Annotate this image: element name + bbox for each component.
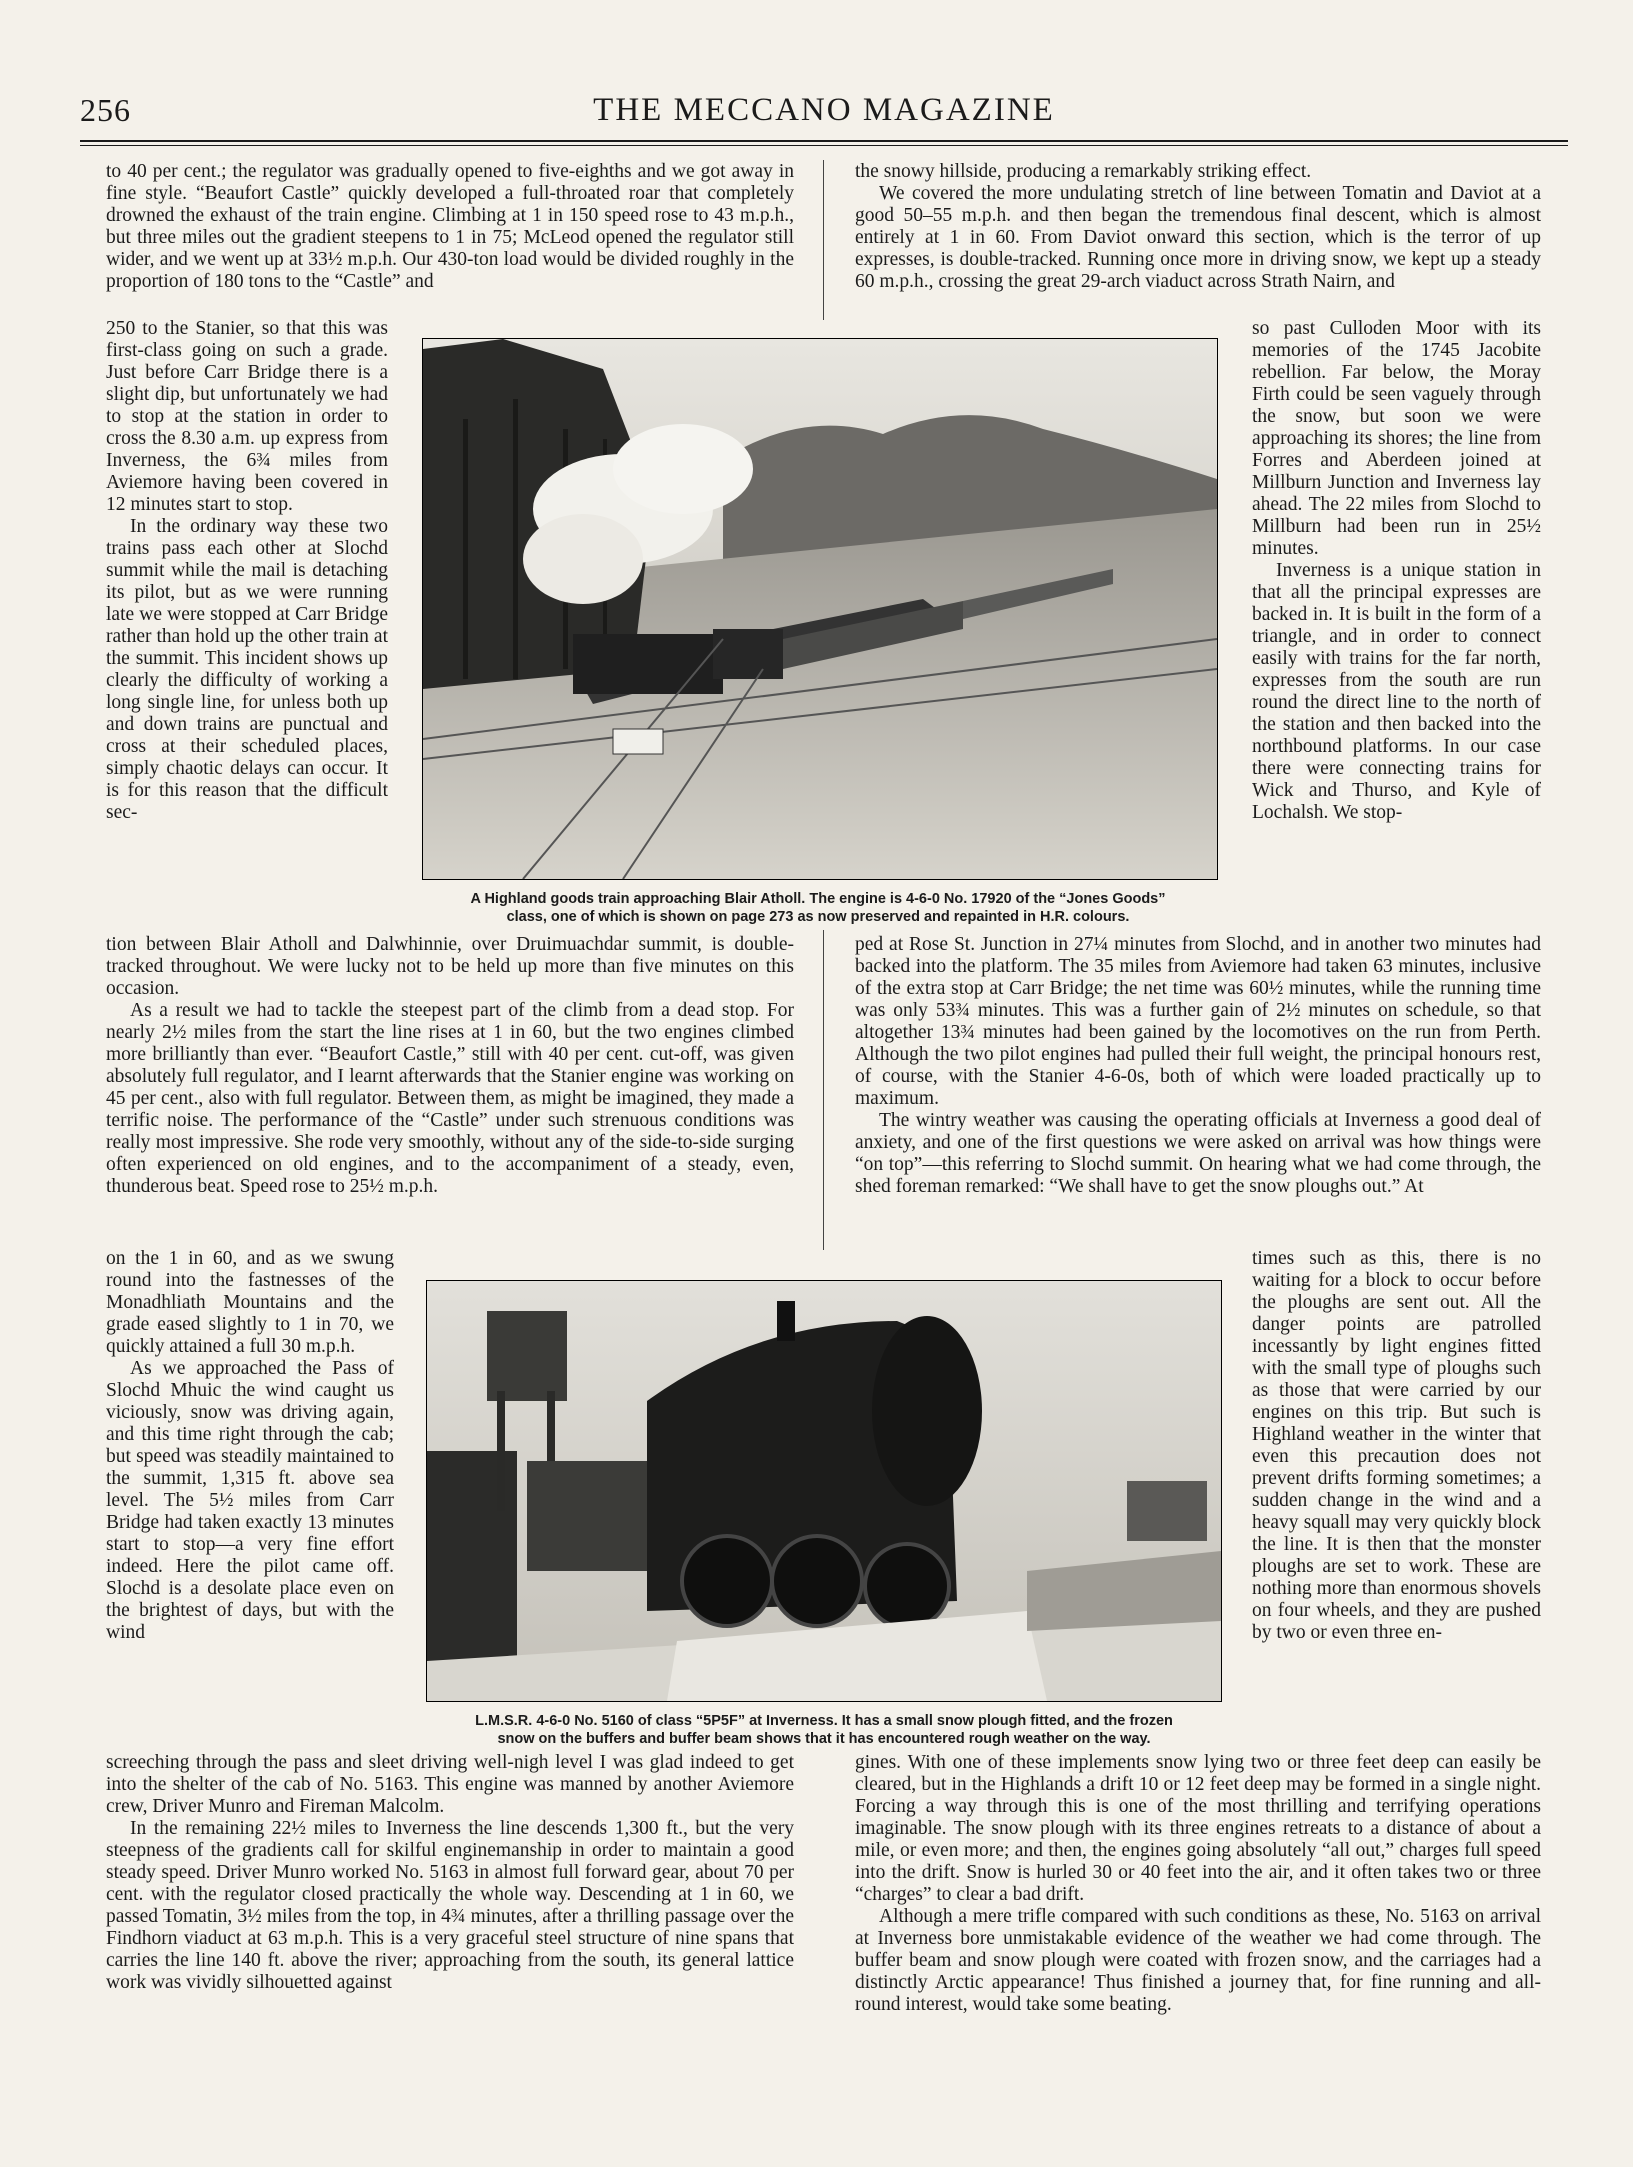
left-narrow-text-1	[106, 318, 388, 943]
right-bottom-text	[855, 1752, 1541, 2062]
magazine-title: THE MECCANO MAGAZINE	[593, 92, 1055, 128]
goods-train-caption: A Highland goods train approaching Blair Atholl. The engine is 4-6-0 No. 17920 of the “Jones Goods” class, one of which is shown on page 273 as now preserved and repainted in H.R. colours.	[470, 891, 1166, 925]
paragraph: In the ordinary way these two trains pass each other at Slochd summit while the mail is detaching its pilot, but as we were running late we were stopped at Carr Bridge rather than hold up the other train at the summit. This incident shows up clearly the difficulty of working a long single line, for unless both up and down trains are punctual and cross at their scheduled places, simply chaotic delays can occur. It is for this reason that the difficult sec-	[106, 516, 388, 823]
left-bottom-text	[106, 1752, 794, 2062]
lms-engine-photo	[426, 1280, 1222, 1702]
paragraph: As a result we had to tackle the steepest part of the climb from a dead stop. For nearly 2½ miles from the start the line rises at 1 in 60, but the two engines climbed more brilliantly than ever. “Beaufort Castle,” still with 40 per cent. cut-off, was given absolutely full regulator, and I learnt afterwards that the Stanier engine was working on 45 per cent., also with full regulator. Between them, as might be imagined, they made a terrific noise. The performance of the “Castle” under such strenuous conditions was really most impressive. She rode very smoothly, without any of the side-to-side surging often experienced on old engines, and to the accompaniment of a steady, even, thunderous beat. Speed rose to 25½ m.p.h.	[106, 1000, 794, 1197]
paragraph: In the remaining 22½ miles to Inverness the line descends 1,300 ft., but the very steepness of the gradients call for skilful enginemanship in order to maintain a good steady speed. Driver Munro worked No. 5163 in almost full forward gear, about 70 per cent. with the regulator closed practically the whole way. Descending at 1 in 60, we passed Tomatin, 3½ miles from the top, in 4¾ minutes, after a thrilling passage over the Findhorn viaduct at 63 m.p.h. This is a very graceful steel structure of nine spans that carries the line 140 ft. above the river; approaching from the south, its general lattice work was vividly silhouetted against	[106, 1818, 794, 1993]
right-narrow-text-1	[1252, 318, 1541, 943]
left-top-text	[106, 161, 794, 319]
paragraph: 250 to the Stanier, so that this was first-class going on such a grade. Just before Carr Bridge there is a slight dip, but unfortunately we had to stop at the station in order to cross the 8.30 a.m. up express from Inverness, the 6¾ miles from Aviemore having been covered in 12 minutes start to stop.	[106, 318, 388, 515]
goods-train-photo	[422, 338, 1218, 880]
left-mid-text	[106, 934, 794, 1249]
right-mid-text	[855, 934, 1541, 1249]
paragraph: on the 1 in 60, and as we swung round into the fastnesses of the Monadhliath Mountains and the grade eased slightly to 1 in 70, we quickly attained a full 30 m.p.h.	[106, 1248, 394, 1357]
paragraph: so past Culloden Moor with its memories of the 1745 Jacobite rebellion. Far below, the Moray Firth could be seen vaguely through the snow, but soon we were approaching its shores; the line from Forres and Aberdeen joined at Millburn Junction and Inverness lay ahead. The 22 miles from Slochd to Millburn had been run in 25½ minutes.	[1252, 318, 1541, 559]
paragraph: ped at Rose St. Junction in 27¼ minutes from Slochd, and in another two minutes had backed into the platform. The 35 miles from Aviemore had taken 63 minutes, inclusive of the extra stop at Carr Bridge; the net time was 60½ minutes, while the running time was only 53¾ minutes. This was a further gain of 2½ minutes on schedule, so that altogether 13¾ minutes had been gained by the locomotives on the run from Perth. Although the two pilot engines had pulled their full weight, the principal honours rest, of course, with the Stanier 4-6-0s, both of which were loaded practically up to maximum.	[855, 934, 1541, 1109]
paragraph: tion between Blair Atholl and Dalwhinnie, over Druimuachdar summit, is double-tracked throughout. We were lucky not to be held up more than five minutes on this occasion.	[106, 934, 794, 999]
page-header	[80, 92, 1568, 142]
left-narrow-text-2	[106, 1248, 394, 1753]
paragraph: We covered the more undulating stretch of line between Tomatin and Daviot at a good 50–55 m.p.h. and then began the tremendous final descent, which is almost entirely at 1 in 60. From Daviot onward this section, which is the terror of up expresses, is double-tracked. Running once more in driving snow, we kept up a steady 60 m.p.h., crossing the great 29-arch viaduct across Strath Nairn, and	[855, 183, 1541, 292]
page-number: 256	[80, 92, 131, 128]
paragraph: Inverness is a unique station in that all the principal expresses are backed in. It is built in the form of a triangle, and in order to connect easily with trains for the far north, expresses from the south are run round the direct line to the north of the station and then backed into the northbound platforms. In our case there were connecting trains for Wick and Thurso, and Kyle of Lochalsh. We stop-	[1252, 560, 1541, 823]
paragraph: times such as this, there is no waiting for a block to occur before the ploughs are sent out. All the danger points are patrolled incessantly by light engines fitted with the small type of ploughs such as those that were carried by our engines on this trip. But such is Highland weather in the winter that even this precaution does not prevent drifts forming sometimes; a sudden change in the wind and a heavy squall may very quickly block the line. It is then that the monster ploughs are set to work. These are nothing more than enormous shovels on four wheels, and they are pushed by two or even three en-	[1252, 1248, 1541, 1643]
right-narrow-text-2	[1252, 1248, 1541, 1753]
paragraph: screeching through the pass and sleet driving well-nigh level I was glad indeed to get into the shelter of the cab of No. 5163. This engine was manned by another Aviemore crew, Driver Munro and Fireman Malcolm.	[106, 1752, 794, 1817]
paragraph: As we approached the Pass of Slochd Mhuic the wind caught us viciously, snow was driving again, and this time right through the cab; but speed was steadily maintained to the summit, 1,315 ft. above sea level. The 5½ miles from Carr Bridge had taken exactly 13 minutes start to stop—a very fine effort indeed. Here the pilot came off. Slochd is a desolate place even on the brightest of days, but with the wind	[106, 1358, 394, 1643]
paragraph: to 40 per cent.; the regulator was gradually opened to five-eighths and we got away in fine style. “Beaufort Castle” quickly developed a full-throated roar that completely drowned the exhaust of the train engine. Climbing at 1 in 150 speed rose to 43 m.p.h., but three miles out the gradient steepens to 1 in 75; McLeod opened the regulator still wider, and we went up at 33½ m.p.h. Our 430-ton load would be divided roughly in the proportion of 180 tons to the “Castle” and	[106, 161, 794, 292]
header-rule-thin	[80, 145, 1568, 146]
header-rule	[80, 140, 1568, 142]
paragraph: Although a mere trifle compared with such conditions as these, No. 5163 on arrival at Inverness bore unmistakable evidence of the weather we had come through. The buffer beam and snow plough were coated with frozen snow, and the carriages had a distinctly Arctic appearance! Thus finished a journey that, for fine running and all-round interest, would take some beating.	[855, 1906, 1541, 2015]
paragraph: gines. With one of these implements snow lying two or three feet deep can easily be cleared, but in the Highlands a drift 10 or 12 feet deep may be formed in a single night. Forcing a way through this is one of the most thrilling and terrifying operations imaginable. The snow plough with its three engines retreats to a distance of about a mile, or even more; and then, the engines going absolutely “all out,” charges full speed into the drift. Snow is hurled 30 or 40 feet into the air, and it often takes two or three “charges” to clear a bad drift.	[855, 1752, 1541, 1905]
right-top-text	[855, 161, 1541, 319]
column-divider	[823, 160, 824, 320]
column-divider	[823, 930, 824, 1250]
paragraph: The wintry weather was causing the operating officials at Inverness a good deal of anxiety, and one of the first questions we were asked on arrival was how things were “on top”—this referring to Slochd summit. On hearing what we had come through, the shed foreman remarked: “We shall have to get the snow ploughs out.” At	[855, 1110, 1541, 1197]
lms-engine-caption: L.M.S.R. 4-6-0 No. 5160 of class “5P5F” at Inverness. It has a small snow plough fitted, and the frozen snow on the buffers and buffer beam shows that it has encountered rough weather on the way.	[475, 1713, 1173, 1747]
paragraph: the snowy hillside, producing a remarkably striking effect.	[855, 161, 1312, 182]
